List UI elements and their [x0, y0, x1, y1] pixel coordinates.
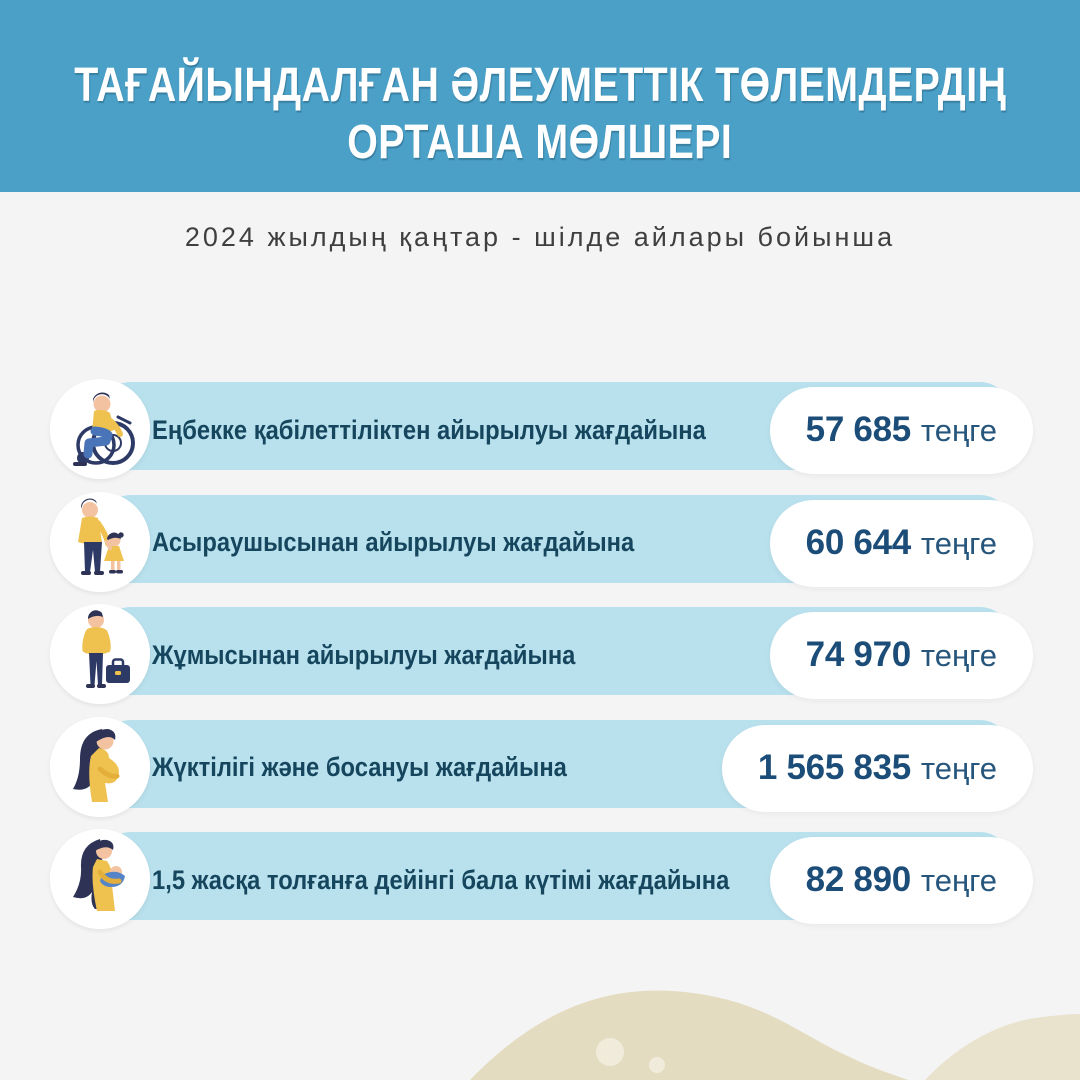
father-daughter-icon [50, 492, 150, 592]
benefit-label: Жүктілігі және босануы жағдайына [152, 752, 567, 782]
amount-value: 82 890 [805, 860, 911, 899]
amount-value: 74 970 [805, 635, 911, 674]
pregnant-woman-icon [50, 717, 150, 817]
currency-label: теңге [920, 413, 997, 448]
footer-blob-decoration [0, 950, 1080, 1080]
amount-pill [770, 837, 1033, 924]
benefit-label: Еңбекке қабілеттіліктен айырылуы жағдайына [152, 414, 706, 445]
page-title-line1: ТАҒАЙЫНДАЛҒАН ӘЛЕУМЕТТІК ТӨЛЕМДЕРДІҢ [73, 59, 1007, 112]
benefit-label: 1,5 жасқа толғанға дейінгі бала күтімі жағдайына [152, 864, 730, 895]
header-band [0, 0, 1080, 192]
benefit-row-disability [0, 380, 1080, 480]
amount-pill [770, 387, 1033, 474]
currency-label: теңге [920, 638, 997, 673]
amount-pill [722, 725, 1033, 812]
amount-pill [770, 500, 1033, 587]
currency-label: теңге [920, 750, 997, 786]
amount-pill [770, 612, 1033, 699]
currency-label: теңге [920, 525, 997, 561]
benefit-rows [0, 380, 1080, 943]
amount-value: 57 685 [805, 410, 911, 449]
amount-value: 60 644 [805, 522, 911, 562]
benefit-row-breadwinner [0, 493, 1080, 593]
benefit-row-childcare [0, 830, 1080, 930]
job-loss-briefcase-icon [50, 604, 150, 704]
period-subtitle: 2024 жылдың қаңтар - шілде айлары бойынша [184, 222, 896, 252]
currency-label: теңге [920, 863, 997, 898]
benefit-label: Асыраушысынан айырылуы жағдайына [152, 527, 635, 557]
benefit-row-job-loss [0, 605, 1080, 705]
page-title-line2: ОРТАША МӨЛШЕРІ [347, 116, 733, 169]
wheelchair-user-icon [50, 379, 150, 479]
amount-value: 1 565 835 [757, 747, 911, 787]
benefit-row-maternity [0, 718, 1080, 818]
benefit-label: Жұмысынан айырылуы жағдайына [152, 639, 576, 670]
mother-with-baby-icon [50, 829, 150, 929]
